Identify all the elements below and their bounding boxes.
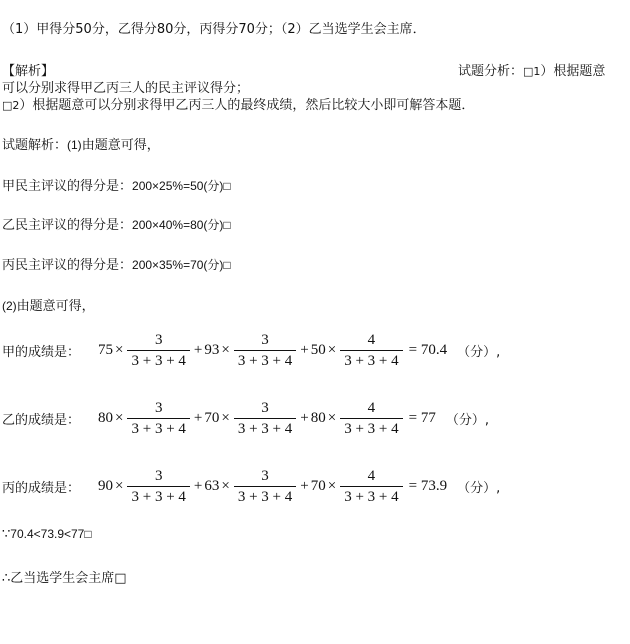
bing-evaluation — [2, 254, 231, 273]
score-result: = 77 — [408, 410, 436, 426]
part-1-text: 由题意可得， — [81, 138, 160, 153]
fraction-denominator: 3 + 3 + 4 — [234, 350, 296, 369]
fraction — [234, 468, 296, 505]
therefore-text: 乙当选学生会主席□ — [10, 571, 127, 586]
plus-operator: + — [193, 478, 203, 494]
times-operator: × — [327, 410, 337, 426]
analysis-side-marker: □1 — [523, 65, 541, 78]
solution-intro — [2, 134, 160, 153]
fraction-denominator: 3 + 3 + 4 — [127, 350, 189, 369]
fraction — [127, 468, 189, 505]
fraction-denominator: 3 + 3 + 4 — [234, 486, 296, 505]
jia-evaluation-label: 甲民主评议的得分是： — [2, 179, 133, 194]
coefficient-b: 70 — [204, 410, 220, 426]
part-2-text: 由题意可得， — [16, 299, 95, 314]
score-unit: （分）, — [457, 345, 501, 360]
times-operator: × — [327, 342, 337, 358]
score-unit: （分）, — [457, 481, 501, 496]
therefore-symbol: ∴ — [2, 571, 11, 586]
coefficient-a: 75 — [98, 342, 114, 358]
times-operator: × — [115, 478, 124, 494]
coefficient-a: 80 — [98, 410, 114, 426]
yi-evaluation-calc: 200×40%=80(分)□ — [132, 218, 231, 232]
plus-operator: + — [300, 342, 309, 358]
score-equation-row — [2, 468, 500, 505]
solution-label: 试题解析： — [2, 138, 68, 153]
analysis-side — [458, 60, 605, 79]
fraction — [127, 400, 189, 437]
times-operator: × — [115, 342, 124, 358]
fraction-denominator: 3 + 3 + 4 — [127, 418, 189, 437]
analysis-line-1: 可以分别求得甲乙丙三人的民主评议得分； — [2, 81, 250, 96]
fraction-numerator: 3 — [261, 332, 269, 348]
because-line — [2, 527, 92, 542]
plus-operator: + — [193, 410, 203, 426]
plus-operator: + — [193, 342, 203, 358]
fraction-denominator: 3 + 3 + 4 — [340, 350, 402, 369]
fraction — [127, 332, 189, 369]
analysis-side-rest: ）根据题意 — [540, 64, 606, 79]
analysis-line-2 — [2, 94, 474, 113]
score-unit: （分）, — [445, 413, 489, 428]
fraction-numerator: 4 — [367, 332, 376, 348]
jia-evaluation — [2, 175, 231, 194]
fraction — [234, 400, 296, 437]
bing-evaluation-label: 丙民主评议的得分是： — [2, 258, 133, 273]
score-equation-row — [2, 400, 489, 437]
answer-line: （1）甲得分50分，乙得分80分，丙得分70分；（2）乙当选学生会主席． — [2, 22, 426, 37]
plus-operator: + — [300, 410, 309, 426]
part-2-intro — [2, 295, 95, 314]
score-equation-row — [2, 332, 500, 369]
coefficient-a: 90 — [98, 478, 114, 494]
coefficient-c: 50 — [310, 342, 326, 358]
score-label: 甲的成绩是： — [2, 345, 81, 360]
score-label: 乙的成绩是： — [2, 413, 81, 428]
jia-evaluation-calc: 200×25%=50(分)□ — [132, 179, 231, 193]
fraction-numerator: 3 — [154, 400, 163, 416]
coefficient-c: 80 — [310, 410, 326, 426]
fraction-numerator: 3 — [154, 468, 163, 484]
score-result: = 70.4 — [408, 342, 448, 358]
fraction — [340, 332, 402, 369]
times-operator: × — [115, 410, 124, 426]
therefore-line — [2, 567, 127, 586]
fraction — [340, 468, 402, 505]
fraction-denominator: 3 + 3 + 4 — [127, 486, 189, 505]
coefficient-b: 63 — [204, 478, 220, 494]
because-text: 70.4<73.9<77□ — [10, 527, 92, 541]
part-2-marker: (2) — [2, 299, 17, 313]
times-operator: × — [221, 342, 230, 358]
coefficient-c: 70 — [310, 478, 326, 494]
fraction-numerator: 3 — [261, 468, 269, 484]
part-1-marker: (1) — [67, 138, 82, 152]
fraction-numerator: 3 — [261, 400, 269, 416]
fraction-denominator: 3 + 3 + 4 — [340, 418, 402, 437]
bing-evaluation-calc: 200×35%=70(分)□ — [132, 258, 231, 272]
times-operator: × — [327, 478, 337, 494]
yi-evaluation-label: 乙民主评议的得分是： — [2, 218, 133, 233]
analysis-side-label: 试题分析： — [458, 64, 524, 79]
yi-evaluation — [2, 214, 231, 233]
analysis-line-2-text: ）根据题意可以分别求得甲乙丙三人的最终成绩，然后比较大小即可解答本题． — [19, 98, 475, 113]
fraction — [340, 400, 402, 437]
fraction-numerator: 4 — [367, 468, 376, 484]
times-operator: × — [221, 410, 230, 426]
coefficient-b: 93 — [204, 342, 220, 358]
plus-operator: + — [300, 478, 309, 494]
fraction-denominator: 3 + 3 + 4 — [340, 486, 402, 505]
score-label: 丙的成绩是： — [2, 481, 81, 496]
analysis-line-2-marker: □2 — [2, 99, 20, 112]
fraction-numerator: 3 — [154, 332, 163, 348]
times-operator: × — [221, 478, 230, 494]
analysis-header: 【解析】 — [2, 64, 55, 79]
fraction — [234, 332, 296, 369]
fraction-denominator: 3 + 3 + 4 — [234, 418, 296, 437]
score-result: = 73.9 — [408, 478, 448, 494]
because-symbol: ∵ — [2, 527, 11, 542]
fraction-numerator: 4 — [367, 400, 376, 416]
